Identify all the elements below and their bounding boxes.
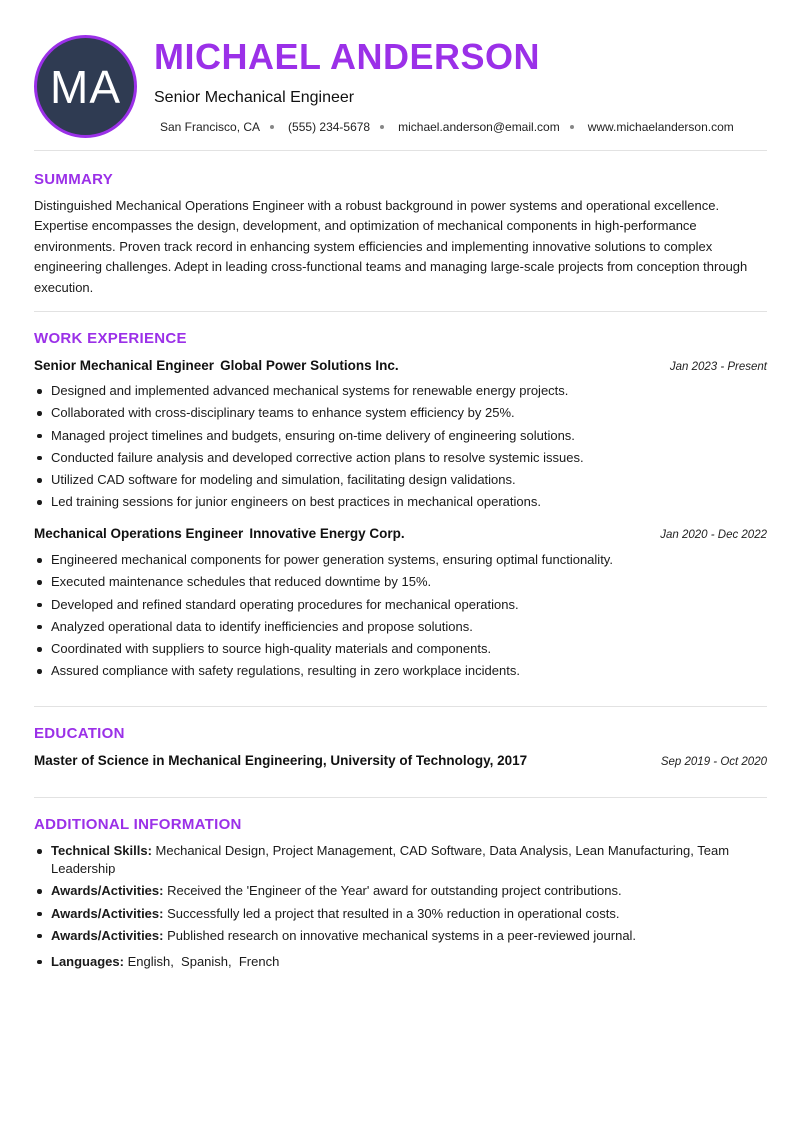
- list-item: [34, 882, 767, 900]
- job-role: Senior Mechanical Engineer: [34, 358, 215, 373]
- list-item: [34, 905, 767, 923]
- list-item: Designed and implemented advanced mechanical systems for renewable energy projects.: [34, 382, 767, 400]
- job-dates: Jan 2020 - Dec 2022: [660, 529, 767, 541]
- info-label: Awards/Activities:: [51, 927, 164, 943]
- experience-heading: WORK EXPERIENCE: [34, 330, 187, 347]
- job-dates: Jan 2023 - Present: [669, 361, 767, 373]
- education-heading: EDUCATION: [34, 725, 125, 742]
- info-label: Technical Skills:: [51, 843, 152, 858]
- additional-list: [34, 842, 767, 975]
- list-item: Executed maintenance schedules that reduced downtime by 15%.: [34, 573, 767, 591]
- separator-dot-icon: [380, 125, 384, 129]
- education-entry: [34, 753, 767, 768]
- contact-website[interactable]: www.michaelanderson.com: [587, 120, 734, 134]
- list-item: Developed and refined standard operating procedures for mechanical operations.: [34, 596, 767, 614]
- job-role: Mechanical Operations Engineer: [34, 526, 244, 541]
- info-text: Successfully led a project that resulted in a 30% reduction in operational costs.: [163, 905, 620, 921]
- job-company: Global Power Solutions Inc.: [220, 358, 399, 373]
- contact-phone: (555) 234-5678: [288, 120, 371, 134]
- job-header: [34, 358, 767, 373]
- list-item: Conducted failure analysis and developed corrective action plans to resolve systemic issues.: [34, 449, 767, 467]
- job-bullets: [34, 382, 767, 516]
- info-label: Awards/Activities:: [51, 905, 164, 921]
- info-label: Awards/Activities:: [51, 883, 164, 899]
- list-item: Coordinated with suppliers to source high-quality materials and components.: [34, 640, 767, 658]
- list-item: Assured compliance with safety regulations, resulting in zero workplace incidents.: [34, 662, 767, 680]
- separator-dot-icon: [570, 125, 574, 129]
- job-header: [34, 526, 767, 541]
- info-text: Published research on innovative mechanical systems in a peer-reviewed journal.: [163, 927, 637, 943]
- summary-text: Distinguished Mechanical Operations Engineer with a robust background in power systems and operational excellence. Expertise encompasses the design, development, and optimization of mechanical components in high-performance environments. Proven track record in enhancing system efficiencies and implementing innovative solutions to complex engineering challenges. Adept in leading cross-functional teams and managing large-scale projects from conception through execution.: [34, 198, 748, 295]
- section-divider: [34, 797, 767, 798]
- info-text: English, Spanish, French: [123, 953, 280, 969]
- info-label: Languages:: [51, 953, 124, 969]
- list-item: [34, 927, 767, 945]
- candidate-name: MICHAEL ANDERSON: [154, 36, 541, 77]
- summary-heading: SUMMARY: [34, 171, 114, 188]
- list-item: Analyzed operational data to identify inefficiencies and propose solutions.: [34, 618, 767, 636]
- avatar: [34, 35, 137, 138]
- list-item: [34, 842, 767, 878]
- list-item: Managed project timelines and budgets, ensuring on-time delivery of engineering solutions.: [34, 427, 767, 445]
- list-item: Led training sessions for junior engineers on best practices in mechanical operations.: [34, 493, 767, 511]
- section-divider: [34, 311, 767, 312]
- candidate-title: Senior Mechanical Engineer: [154, 89, 355, 106]
- job-bullets: [34, 551, 767, 685]
- list-item: Engineered mechanical components for power generation systems, ensuring optimal functionality.: [34, 551, 767, 569]
- avatar-initials: MA: [50, 60, 121, 113]
- contact-email[interactable]: michael.anderson@email.com: [398, 120, 560, 134]
- separator-dot-icon: [270, 125, 274, 129]
- list-item: Collaborated with cross-disciplinary teams to enhance system efficiency by 25%.: [34, 404, 767, 422]
- additional-heading: ADDITIONAL INFORMATION: [34, 816, 242, 833]
- list-item: [34, 953, 767, 971]
- contact-row: [160, 120, 734, 134]
- list-item: Utilized CAD software for modeling and simulation, facilitating design validations.: [34, 471, 767, 489]
- contact-location: San Francisco, CA: [160, 120, 261, 134]
- job-company: Innovative Energy Corp.: [249, 526, 405, 541]
- education-dates: Sep 2019 - Oct 2020: [660, 756, 767, 768]
- section-divider: [34, 150, 767, 151]
- info-text: Mechanical Design, Project Management, CAD Software, Data Analysis, Lean Manufacturing, Team Leadership: [51, 843, 730, 876]
- info-text: Received the 'Engineer of the Year' award for outstanding project contributions.: [163, 883, 622, 899]
- education-degree: Master of Science in Mechanical Engineering, University of Technology, 2017: [34, 753, 528, 768]
- section-divider: [34, 706, 767, 707]
